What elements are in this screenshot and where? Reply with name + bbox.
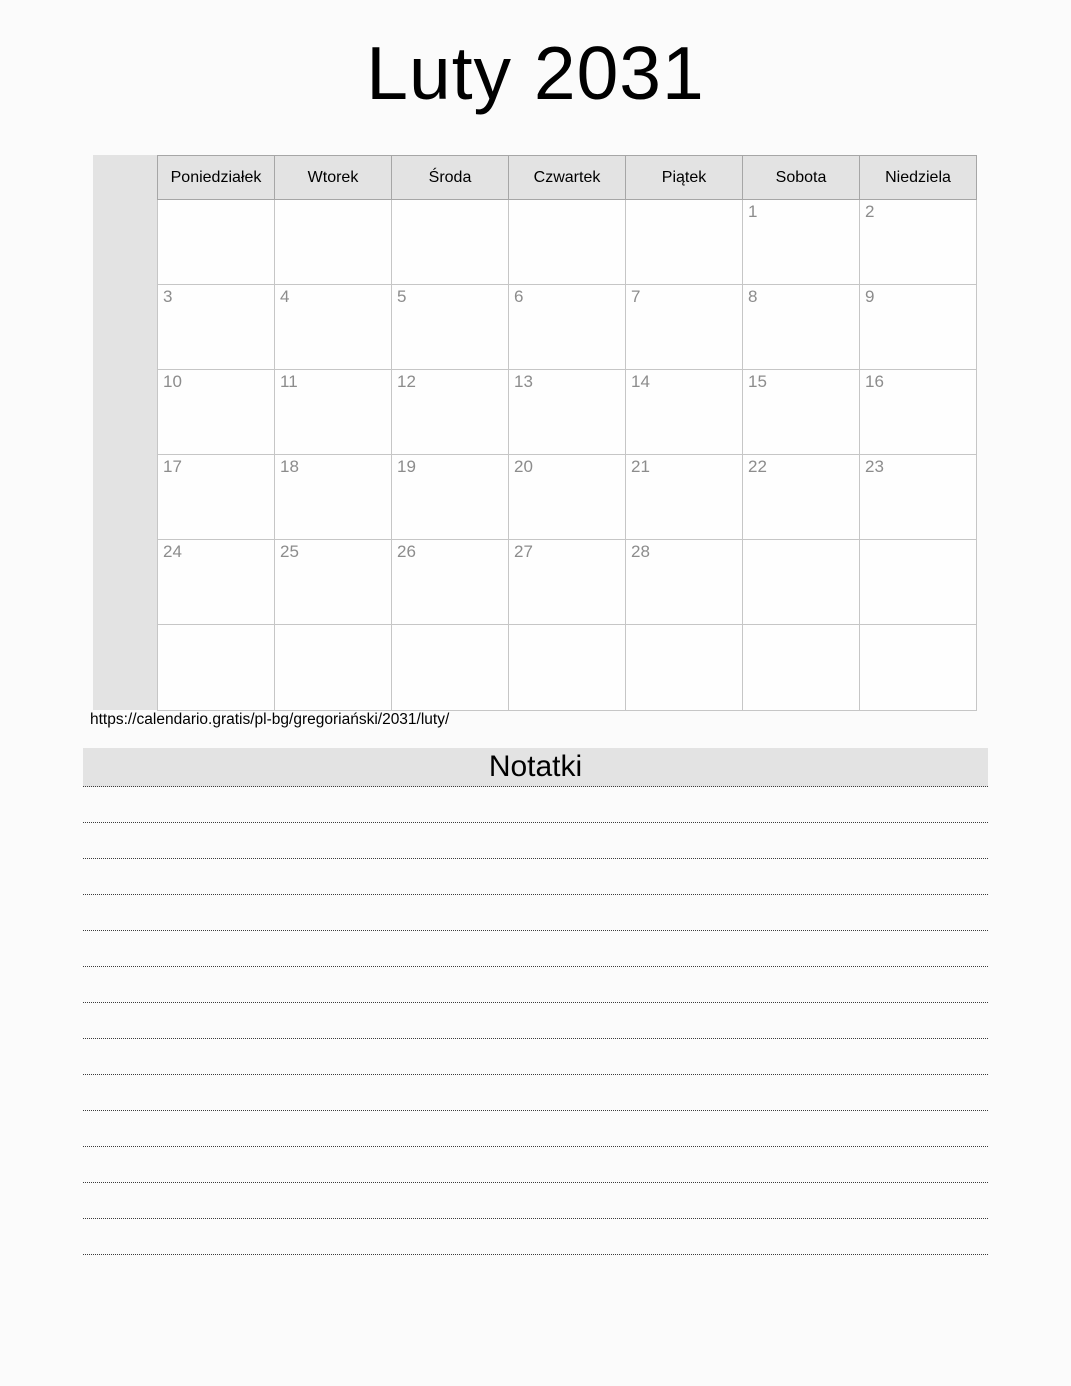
day-cell-5: 5: [392, 285, 509, 370]
day-cell-18: 18: [275, 455, 392, 540]
day-cell-empty: [860, 540, 977, 625]
day-cell-empty: [743, 625, 860, 711]
note-line: [83, 1183, 988, 1219]
notes-title: Notatki: [83, 748, 988, 787]
day-cell-empty: [392, 625, 509, 711]
day-cell-17: 17: [158, 455, 275, 540]
day-cell-8: 8: [743, 285, 860, 370]
calendar-week-gutter: [93, 155, 157, 710]
note-line: [83, 1111, 988, 1147]
day-cell-26: 26: [392, 540, 509, 625]
week-row: [158, 625, 977, 711]
weekday-header-3: Czwartek: [509, 156, 626, 200]
day-cell-2: 2: [860, 200, 977, 285]
note-line: [83, 967, 988, 1003]
day-cell-empty: [860, 625, 977, 711]
weekday-header-5: Sobota: [743, 156, 860, 200]
day-cell-empty: [275, 200, 392, 285]
day-cell-21: 21: [626, 455, 743, 540]
note-line: [83, 1039, 988, 1075]
day-cell-empty: [743, 540, 860, 625]
note-lines: [83, 787, 988, 1255]
week-row: [158, 200, 977, 285]
page-title: Luty 2031: [366, 31, 705, 115]
week-row: [158, 370, 977, 455]
day-cell-empty: [626, 625, 743, 711]
day-cell-23: 23: [860, 455, 977, 540]
weekday-header-0: Poniedziałek: [158, 156, 275, 200]
note-line: [83, 931, 988, 967]
day-cell-14: 14: [626, 370, 743, 455]
day-cell-empty: [158, 200, 275, 285]
week-row: [158, 455, 977, 540]
week-row: [158, 285, 977, 370]
day-cell-9: 9: [860, 285, 977, 370]
weekday-header-2: Środa: [392, 156, 509, 200]
day-cell-empty: [392, 200, 509, 285]
day-cell-27: 27: [509, 540, 626, 625]
weekday-header-4: Piątek: [626, 156, 743, 200]
weekday-header-6: Niedziela: [860, 156, 977, 200]
day-cell-11: 11: [275, 370, 392, 455]
note-line: [83, 859, 988, 895]
day-cell-6: 6: [509, 285, 626, 370]
day-cell-25: 25: [275, 540, 392, 625]
day-cell-15: 15: [743, 370, 860, 455]
day-cell-empty: [275, 625, 392, 711]
day-cell-empty: [626, 200, 743, 285]
day-cell-7: 7: [626, 285, 743, 370]
day-cell-empty: [509, 625, 626, 711]
note-line: [83, 1075, 988, 1111]
note-line: [83, 1219, 988, 1255]
source-url-text: https://calendario.gratis/pl-bg/gregoriański/2031/luty/: [90, 711, 450, 728]
day-cell-4: 4: [275, 285, 392, 370]
day-cell-3: 3: [158, 285, 275, 370]
day-cell-22: 22: [743, 455, 860, 540]
note-line: [83, 895, 988, 931]
weekday-header-row: [158, 156, 977, 200]
calendar-month-grid: [93, 155, 977, 710]
calendar-table: [157, 155, 977, 711]
day-cell-24: 24: [158, 540, 275, 625]
day-cell-19: 19: [392, 455, 509, 540]
day-cell-12: 12: [392, 370, 509, 455]
week-row: [158, 540, 977, 625]
note-line: [83, 1003, 988, 1039]
notes-section: [83, 748, 988, 1255]
note-line: [83, 1147, 988, 1183]
day-cell-20: 20: [509, 455, 626, 540]
weekday-header-1: Wtorek: [275, 156, 392, 200]
note-line: [83, 787, 988, 823]
day-cell-16: 16: [860, 370, 977, 455]
day-cell-empty: [158, 625, 275, 711]
note-line: [83, 823, 988, 859]
day-cell-1: 1: [743, 200, 860, 285]
day-cell-10: 10: [158, 370, 275, 455]
day-cell-13: 13: [509, 370, 626, 455]
day-cell-empty: [509, 200, 626, 285]
day-cell-28: 28: [626, 540, 743, 625]
